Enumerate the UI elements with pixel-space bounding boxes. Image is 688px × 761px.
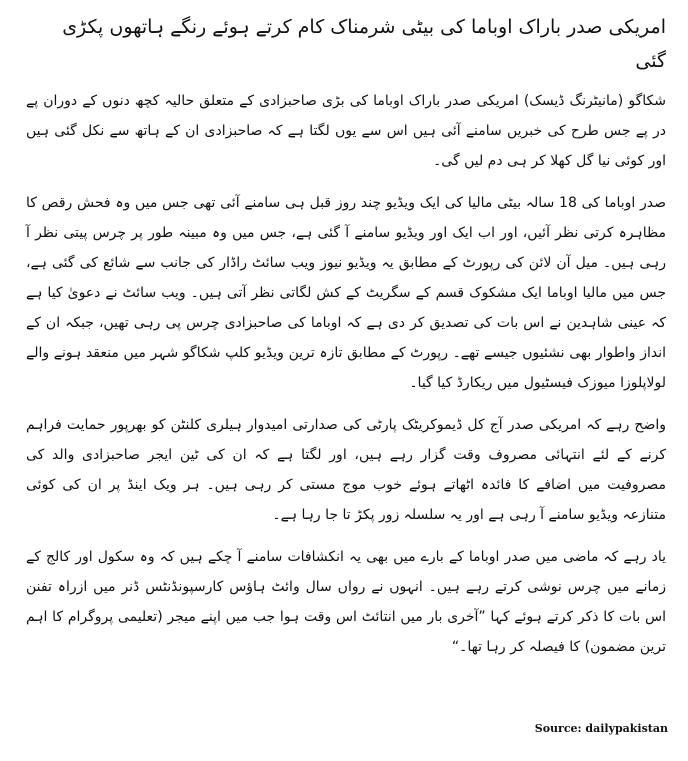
- headline: امریکی صدر باراک اوباما کی بیٹی شرمناک کام کرتے ہوئے رنگے ہاتھوں پکڑی گئی: [62, 16, 666, 72]
- paragraph-3: واضح رہے کہ امریکی صدر آج کل ڈیموکریٹک پارٹی کی صدارتی امیدوار ہیلری کلنٹن کو بھرپور حمایت فراہم کرنے کے لئے انتہائی مصروف وقت گزار رہے ہیں، اور لگتا ہے کہ ان کی ٹین ایجر صاحبزادی والد کی مصروفیت میں اضافے کا فائدہ اٹھاتے ہوئے خوب موج مستی کر رہی ہیں۔ ہر ویک اینڈ پر ان کی کوئی متنازعہ ویڈیو سامنے آ رہی ہے اور یہ سلسلہ زور پکڑ تا جا رہا ہے۔: [26, 417, 666, 523]
- paragraph-4: یاد رہے کہ ماضی میں صدر اوباما کے بارے میں بھی یہ انکشافات سامنے آ چکے ہیں کہ وہ سکول اور کالج کے زمانے میں چرس نوشی کرتے رہے ہیں۔ انہوں نے رواں سال وائٹ ہاؤس کارسپونڈنٹس ڈنر میں ازراہ تفنن اس بات کا ذکر کرتے ہوئے کہا ”آخری بار میں انتائٹ اس وقت ہوا جب میں اپنے میجر (تعلیمی پروگرام کا اہم ترین مضمون) کا فیصلہ کر رہا تھا۔“: [26, 549, 666, 655]
- source-credit: Source: dailypakistan: [534, 722, 668, 735]
- paragraph-1: شکاگو (مانیٹرنگ ڈیسک) امریکی صدر باراک اوباما کی بڑی صاحبزادی کے متعلق حالیہ کچھ دنوں کے دوران پے در پے جس طرح کی خبریں سامنے آئی ہیں اس سے یوں لگتا ہے کہ صاحبزادی ان کے ہاتھ سے نکل گئی ہیں اور کوئی نیا گل کھلا کر ہی دم لیں گی۔: [26, 93, 666, 169]
- article: [26, 10, 666, 674]
- paragraph-2: صدر اوباما کی 18 سالہ بیٹی مالیا کی ایک ویڈیو چند روز قبل ہی سامنے آئی تھی جس میں وہ فحش رقص کا مظاہرہ کرتی نظر آئیں، اور اب ایک اور ویڈیو سامنے آ گئی ہے، جس میں وہ مبینہ طور پر چرس پیتی نظر آ رہی ہیں۔ میل آن لائن کی رپورٹ کے مطابق یہ ویڈیو نیوز ویب سائٹ راڈار کی جانب سے شائع کی گئی ہے، جس میں مالیا اوباما ایک مشکوک قسم کے سگریٹ کے کش لگاتی نظر آتی ہیں۔ ویب سائٹ نے دعویٰ کیا ہے کہ عینی شاہدین نے اس بات کی تصدیق کر دی ہے کہ اوباما کی صاحبزادی چرس پی رہی تھیں، جبکہ ان کے انداز واطوار بھی نشئیوں جیسے تھے۔ رپورٹ کے مطابق تازہ ترین ویڈیو کلپ شکاگو شہر میں منعقد ہونے والے لولاپلوزا میوزک فیسٹیول میں ریکارڈ کیا گیا۔: [26, 195, 666, 391]
